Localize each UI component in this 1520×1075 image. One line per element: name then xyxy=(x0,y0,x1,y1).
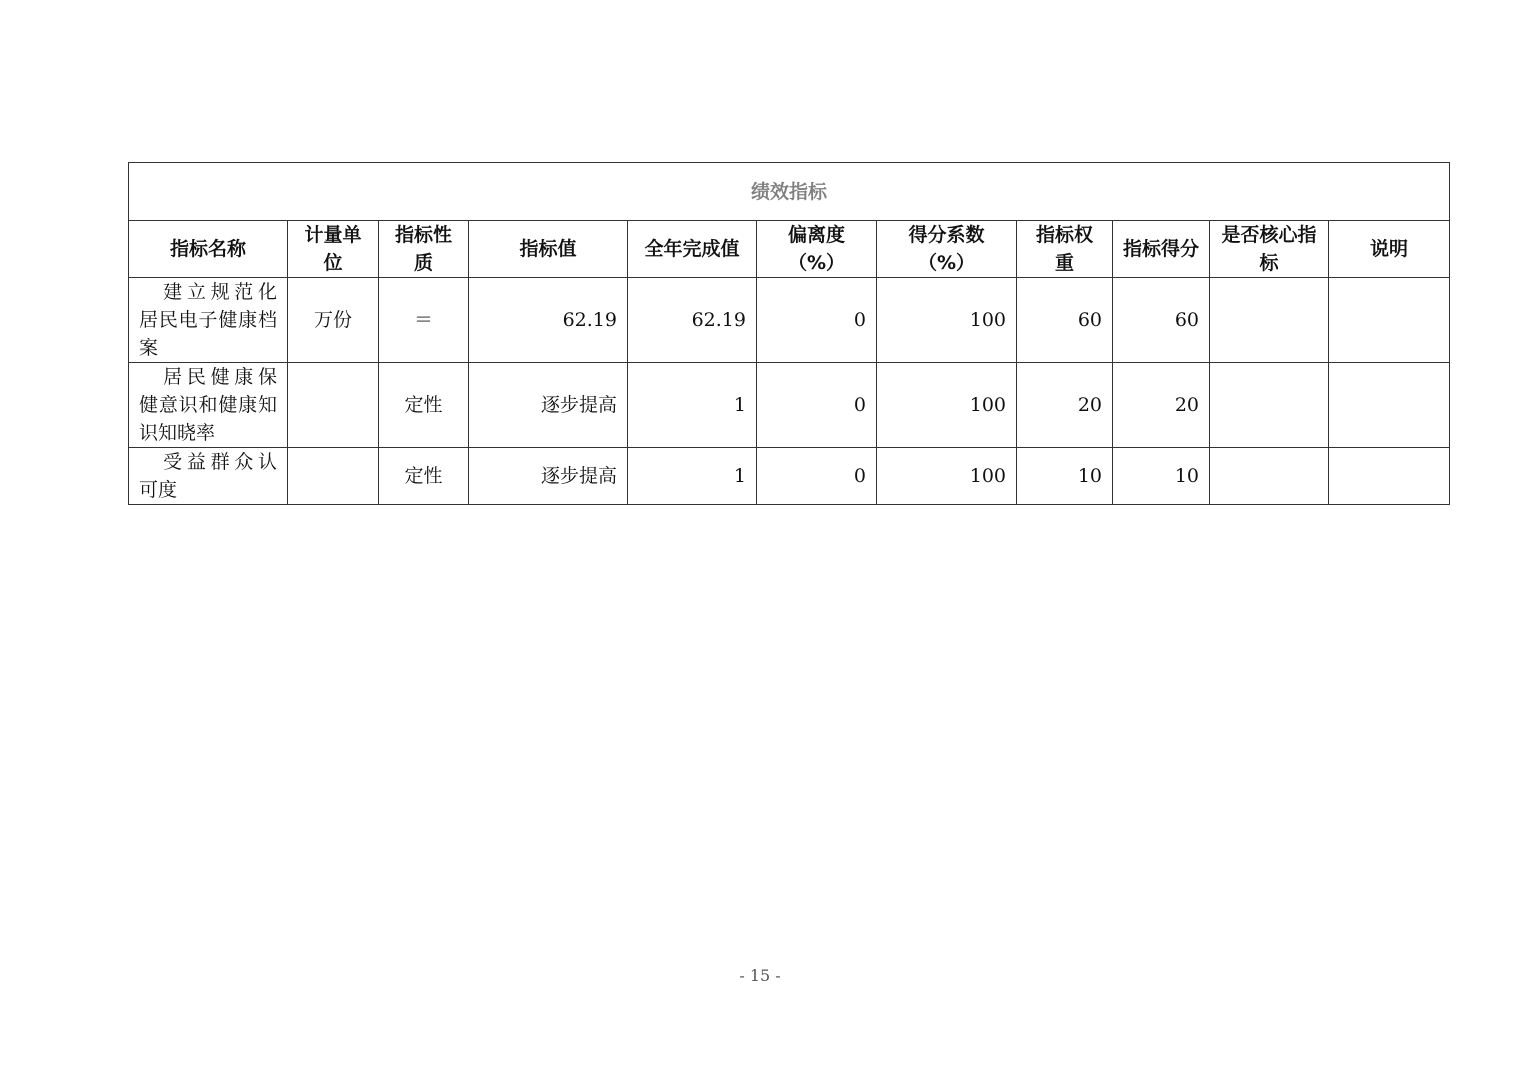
header-weight: 指标权重 xyxy=(1017,221,1113,278)
cell-unit xyxy=(288,448,379,505)
header-score-coefficient: 得分系数（%） xyxy=(877,221,1017,278)
cell-score-coefficient: 100 xyxy=(877,448,1017,505)
cell-indicator-name: 建立规范化居民电子健康档案 xyxy=(129,278,288,363)
cell-nature: ＝ xyxy=(379,278,469,363)
header-score: 指标得分 xyxy=(1113,221,1210,278)
header-actual-value: 全年完成值 xyxy=(628,221,757,278)
cell-unit xyxy=(288,363,379,448)
cell-score-coefficient: 100 xyxy=(877,278,1017,363)
cell-target-value: 62.19 xyxy=(469,278,628,363)
cell-indicator-name: 居民健康保健意识和健康知识知晓率 xyxy=(129,363,288,448)
cell-weight: 10 xyxy=(1017,448,1113,505)
cell-note xyxy=(1329,448,1450,505)
page-number: - 15 - xyxy=(739,966,781,985)
cell-nature: 定性 xyxy=(379,363,469,448)
table-row xyxy=(129,363,1450,448)
cell-actual-value: 62.19 xyxy=(628,278,757,363)
cell-actual-value: 1 xyxy=(628,363,757,448)
cell-note xyxy=(1329,278,1450,363)
cell-weight: 20 xyxy=(1017,363,1113,448)
header-unit: 计量单位 xyxy=(288,221,379,278)
cell-nature: 定性 xyxy=(379,448,469,505)
cell-deviation: 0 xyxy=(757,448,877,505)
cell-indicator-name: 受益群众认可度 xyxy=(129,448,288,505)
cell-core-indicator xyxy=(1210,363,1329,448)
cell-score: 20 xyxy=(1113,363,1210,448)
cell-target-value: 逐步提高 xyxy=(469,363,628,448)
cell-score: 10 xyxy=(1113,448,1210,505)
cell-core-indicator xyxy=(1210,448,1329,505)
table-row xyxy=(129,278,1450,363)
header-core-indicator: 是否核心指标 xyxy=(1210,221,1329,278)
cell-deviation: 0 xyxy=(757,363,877,448)
header-note: 说明 xyxy=(1329,221,1450,278)
cell-actual-value: 1 xyxy=(628,448,757,505)
header-nature: 指标性质 xyxy=(379,221,469,278)
header-target-value: 指标值 xyxy=(469,221,628,278)
cell-core-indicator xyxy=(1210,278,1329,363)
cell-unit: 万份 xyxy=(288,278,379,363)
performance-indicator-table xyxy=(128,162,1450,505)
cell-target-value: 逐步提高 xyxy=(469,448,628,505)
header-indicator-name: 指标名称 xyxy=(129,221,288,278)
table-title: 绩效指标 xyxy=(129,163,1450,221)
header-deviation: 偏离度（%） xyxy=(757,221,877,278)
table-row xyxy=(129,448,1450,505)
cell-score: 60 xyxy=(1113,278,1210,363)
table-title-row xyxy=(129,163,1450,221)
table-header-row xyxy=(129,221,1450,278)
cell-score-coefficient: 100 xyxy=(877,363,1017,448)
cell-weight: 60 xyxy=(1017,278,1113,363)
cell-deviation: 0 xyxy=(757,278,877,363)
cell-note xyxy=(1329,363,1450,448)
